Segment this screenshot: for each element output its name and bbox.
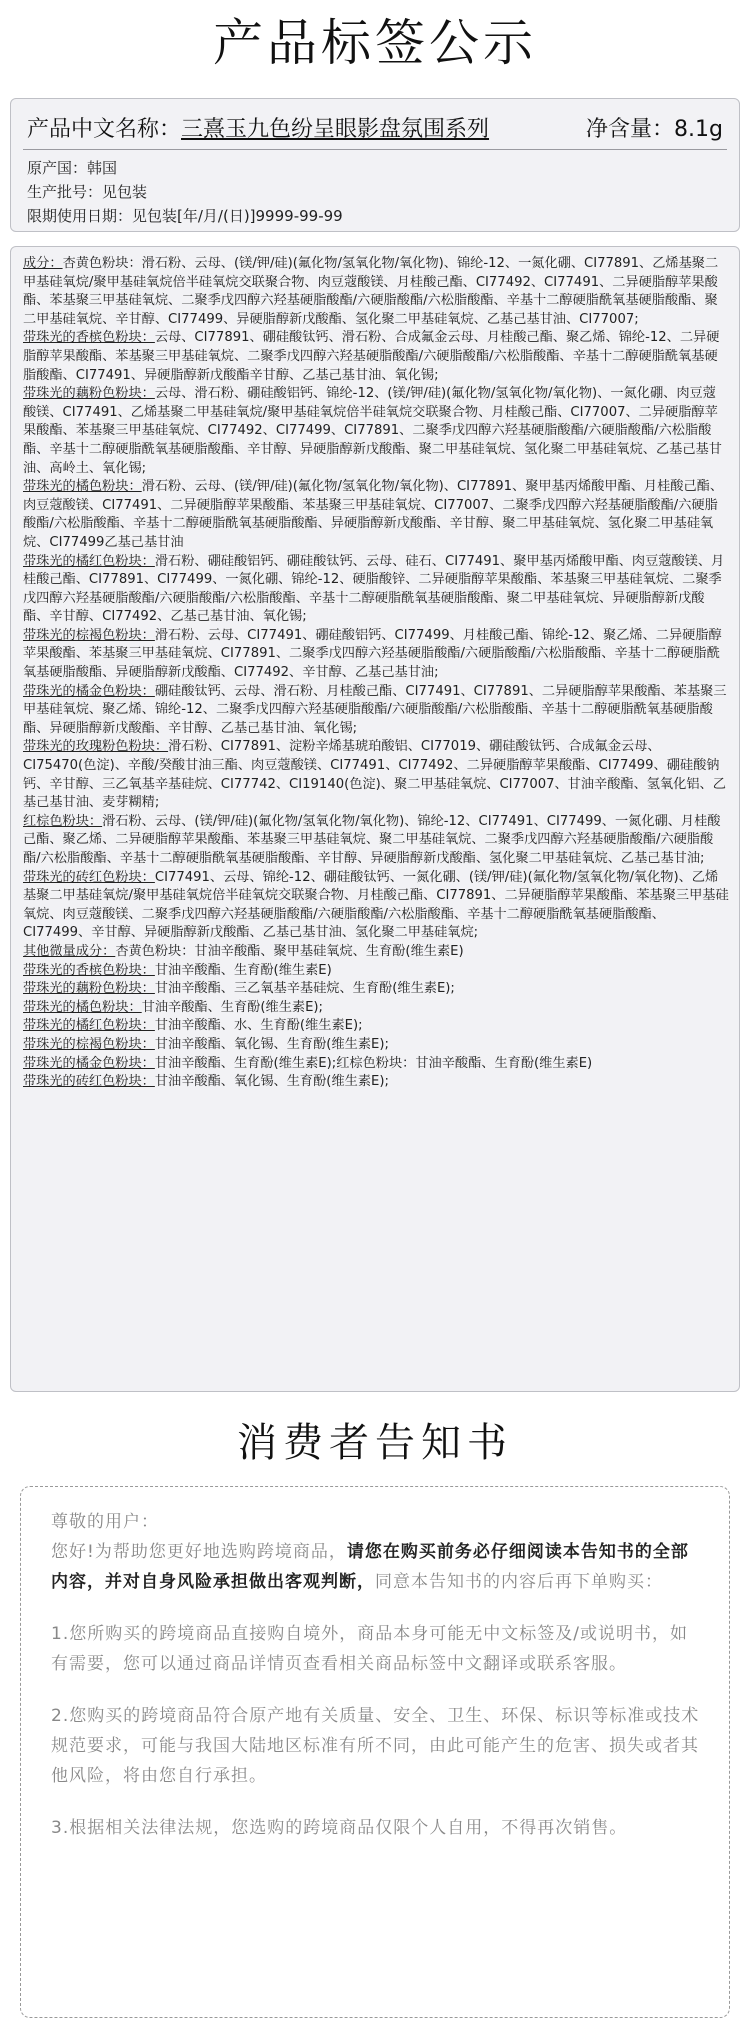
product-name: [27, 112, 489, 143]
ingredient-group-text: 滑石粉、硼硅酸铝钙、硼硅酸钛钙、云母、硅石、CI77491、聚甲基丙烯酸甲酯、肉豆蔻酸镁、月桂酸己酯、CI77891、CI77499、一氮化硼、锦纶-12、硬脂酸锌、二异硬脂醇苹果酸酯、苯基聚三甲基硅氧烷、二聚季戊四醇六羟基硬脂酸酯/六硬脂酸酯/六松脂酸酯、辛基十二醇硬脂酰氧基硬脂酸酯、聚二甲基硅氧烷、异硬脂醇新戊酸酯、辛甘醇、CI77492、乙基己基甘油、氧化锡;: [23, 553, 725, 625]
product-name-value: 三熹玉九色纷呈眼影盘氛围系列: [181, 117, 490, 142]
ingredient-group-label: 带珠光的橘金色粉块：: [23, 683, 155, 699]
ingredient-group: [23, 478, 729, 552]
ingredient-group: [23, 999, 729, 1018]
notice-intro-pre: 您好!为帮助您更好地选购跨境商品，: [51, 1542, 347, 1562]
ingredient-group: [23, 1017, 729, 1036]
ingredient-group-label: 带珠光的橘色粉块：: [23, 999, 142, 1015]
ingredient-group-label: 带珠光的砖红色粉块：: [23, 1074, 155, 1090]
origin-country: 原产国：韩国: [27, 159, 118, 177]
notice-intro-bold: 请您在购买前务必仔细阅读本告知书的全部内容，并对自身风险承担做出客观判断，: [51, 1542, 689, 1592]
notice-greeting: 尊敬的用户：: [51, 1512, 159, 1532]
product-info-box: [10, 98, 740, 232]
ingredient-group-text: 甘油辛酸酯、三乙氧基辛基硅烷、生育酚(维生素E);: [154, 981, 455, 997]
ingredient-group-label: 带珠光的砖红色粉块：: [23, 869, 155, 885]
notice-item-2: 2.您购买的跨境商品符合原产地有关质量、安全、卫生、环保、标识等标准或技术规范要求，可能与我国大陆地区标准有所不同，由此可能产生的危害、损失或者其他风险，将由您自行承担。: [51, 1706, 700, 1786]
ingredient-group-label: 带珠光的藕粉色粉块：: [23, 981, 155, 997]
ingredient-group: [23, 980, 729, 999]
ingredient-group-text: 甘油辛酸酯、生育酚(维生素E);红棕色粉块：甘油辛酸酯、生育酚(维生素E): [154, 1055, 593, 1071]
ingredient-group: [23, 683, 729, 739]
ingredient-group-text: 甘油辛酸酯、氧化锡、生育酚(维生素E);: [154, 1036, 389, 1052]
ingredient-group-label: 带珠光的玫瑰粉色粉块：: [23, 739, 169, 755]
ingredient-group: [23, 1073, 729, 1092]
ingredient-group-text: 甘油辛酸酯、水、生育酚(维生素E);: [154, 1018, 363, 1034]
ingredient-group: [23, 738, 729, 812]
consumer-notice-box: [20, 1486, 730, 2018]
notice-intro-post: 同意本告知书的内容后再下单购买：: [375, 1572, 663, 1592]
ingredient-group: [23, 813, 729, 869]
ingredient-group-text: 杏黄色粉块：甘油辛酸酯、聚甲基硅氧烷、生育酚(维生素E): [115, 943, 464, 959]
page-title: 产品标签公示: [213, 14, 537, 72]
ingredient-group-text: 云母、CI77891、硼硅酸钛钙、滑石粉、合成氟金云母、月桂酸己酯、聚乙烯、锦纶-12、二异硬脂醇苹果酸酯、苯基聚三甲基硅氧烷、二聚季戊四醇六羟基硬脂酸酯/六硬脂酸酯/六松脂酸酯、辛基十二醇硬脂酰氧基硬脂酸酯、CI77491、异硬脂醇新戊酸酯辛甘醇、乙基己基甘油、氧化锡;: [23, 330, 720, 383]
ingredient-group-text: CI77491、云母、锦纶-12、硼硅酸钛钙、一氮化硼、(镁/钾/硅)(氟化物/氢氧化物/氧化物)、乙烯基聚二甲基硅氧烷/聚甲基硅氧烷倍半硅氧烷交联聚合物、月桂酸己酯、CI77891、二异硬脂醇苹果酸酯、苯基聚三甲基硅氧烷、肉豆蔻酸镁、二聚季戊四醇六羟基硬脂酸酯/六硬脂酸酯/六松脂酸酯、辛基十二醇硬脂酰氧基硬脂酸酯、CI77499、辛甘醇、异硬脂醇新戊酸酯、乙基己基甘油、氢化聚二甲基硅氧烷;: [23, 869, 729, 941]
notice-item-1: 1.您所购买的跨境商品直接购自境外，商品本身可能无中文标签及/或说明书，如有需要，您可以通过商品详情页查看相关商品标签中文翻译或联系客服。: [51, 1624, 688, 1674]
ingredient-group: [23, 962, 729, 981]
ingredient-group-label: 带珠光的棕褐色粉块：: [23, 1036, 155, 1052]
ingredient-group-label: 带珠光的棕褐色粉块：: [23, 627, 155, 643]
ingredient-group: [23, 627, 729, 683]
ingredient-group: [23, 329, 729, 385]
ingredient-group-label: 带珠光的香槟色粉块：: [23, 962, 155, 978]
ingredient-group-label: 带珠光的橘红色粉块：: [23, 553, 155, 569]
ingredients-box: [10, 246, 740, 1392]
batch-number: 生产批号：见包装: [27, 183, 148, 201]
ingredient-group-text: 滑石粉、CI77891、淀粉辛烯基琥珀酸铝、CI77019、硼硅酸钛钙、合成氟金云母、CI75470(色淀)、辛酸/癸酸甘油三酯、肉豆蔻酸镁、CI77491、CI77492、二异硬脂醇苹果酸酯、CI77499、硼硅酸钠钙、辛甘醇、三乙氧基辛基硅烷、CI77742、CI19140(色淀)、聚二甲基硅氧烷、CI77007、甘油辛酸酯、氢氧化铝、乙基己基甘油、麦芽糊精;: [23, 739, 726, 811]
ingredient-group: [23, 869, 729, 943]
ingredient-group: [23, 255, 729, 329]
ingredient-group-text: 杏黄色粉块：滑石粉、云母、(镁/钾/硅)(氟化物/氢氧化物/氧化物)、锦纶-12、一氮化硼、CI77891、乙烯基聚二甲基硅氧烷/聚甲基硅氧烷倍半硅氧烷交联聚合物、肉豆蔻酸镁、月桂酸己酯、CI77492、CI77491、二异硬脂醇苹果酸酯、苯基聚三甲基硅氧烷、二聚季戊四醇六羟基硬脂酸酯/六硬脂酸酯/六松脂酸酯、辛基十二醇硬脂酰氧基硬脂酸酯、聚二甲基硅氧烷、辛甘醇、CI77499、异硬脂醇新戊酸酯、氢化聚二甲基硅氧烷、乙基己基甘油、CI77007;: [23, 256, 719, 327]
ingredient-group-label: 带珠光的橘金色粉块：: [23, 1055, 155, 1071]
ingredient-group-text: 滑石粉、云母、(镁/钾/硅)(氟化物/氢氧化物/氧化物)、CI77891、聚甲基丙烯酸甲酯、月桂酸己酯、肉豆蔻酸镁、CI77491、二异硬脂醇苹果酸酯、苯基聚三甲基硅氧烷、CI77007、二聚季戊四醇六羟基硬脂酸酯/六硬脂酸酯/六松脂酸酯、辛基十二醇硬脂酰氧基硬脂酸酯、异硬脂醇新戊酸酯、辛甘醇、聚二甲基硅氧烷、氢化聚二甲基硅氧烷、CI77499乙基己基甘油: [23, 479, 724, 550]
ingredient-group-text: 甘油辛酸酯、生育酚(维生素E);: [141, 999, 324, 1015]
product-name-label: 产品中文名称：: [27, 117, 182, 142]
expiry-date: 限期使用日期：见包装[年/月/(日)]9999-99-99: [27, 207, 343, 225]
ingredient-group: [23, 1055, 729, 1074]
ingredient-group-text: 滑石粉、云母、CI77491、硼硅酸铝钙、CI77499、月桂酸己酯、锦纶-12、聚乙烯、二异硬脂醇苹果酸酯、苯基聚三甲基硅氧烷、CI77891、二聚季戊四醇六羟基硬脂酸酯/六硬脂酸酯/六松脂酸酯、辛基十二醇硬脂酰氧基硬脂酸酯、异硬脂醇新戊酸酯、CI77492、辛甘醇、乙基己基甘油;: [23, 627, 722, 681]
ingredient-group: [23, 385, 729, 478]
ingredient-group-text: 甘油辛酸酯、生育酚(维生素E): [154, 962, 332, 978]
ingredient-group-text: 滑石粉、云母、(镁/钾/硅)(氟化物/氢氧化物/氧化物)、锦纶-12、CI77491、CI77499、一氮化硼、月桂酸己酯、聚乙烯、二异硬脂醇苹果酸酯、苯基聚三甲基硅氧烷、聚二甲基硅氧烷、二聚季戊四醇六羟基硬脂酸酯/六硬脂酸酯/六松脂酸酯、辛基十二醇硬脂酰氧基硬脂酸酯、辛甘醇、异硬脂醇新戊酸酯、氢化聚二甲基硅氧烷、乙基己基甘油;: [23, 813, 721, 866]
net-content: [586, 112, 723, 143]
ingredient-group-text: 硼硅酸钛钙、云母、滑石粉、月桂酸己酯、CI77491、CI77891、二异硬脂醇苹果酸酯、苯基聚三甲基硅氧烷、聚乙烯、锦纶-12、二聚季戊四醇六羟基硬脂酸酯/六硬脂酸酯/六松脂酸酯、辛基十二醇硬脂酰氧基硬脂酸酯、异硬脂醇新戊酸酯、辛甘醇、乙基己基甘油、氧化锡;: [23, 683, 727, 736]
ingredient-group-label: 带珠光的橘红色粉块：: [23, 1018, 155, 1034]
ingredient-group-label: 带珠光的藕粉色粉块：: [23, 386, 155, 402]
consumer-notice-title: 消费者告知书: [237, 1420, 513, 1466]
ingredient-group-label: 带珠光的橘色粉块：: [23, 479, 142, 495]
net-content-value: 8.1g: [674, 117, 723, 142]
notice-item-3: 3.根据相关法律法规，您选购的跨境商品仅限个人自用，不得再次销售。: [51, 1818, 628, 1838]
ingredient-group-text: 云母、滑石粉、硼硅酸铝钙、锦纶-12、(镁/钾/硅)(氟化物/氢氧化物/氧化物)、一氮化硼、肉豆蔻酸镁、CI77491、乙烯基聚二甲基硅氧烷/聚甲基硅氧烷倍半硅氧烷交联聚合物、月桂酸己酯、CI77007、二异硬脂醇苹果酸酯、苯基聚三甲基硅氧烷、CI77492、CI77499、CI77891、二聚季戊四醇六羟基硬脂酸酯/六硬脂酸酯/六松脂酸酯、辛基十二醇硬脂酰氧基硬脂酸酯、辛甘醇、异硬脂醇新戊酸酯、聚二甲基硅氧烷、氢化聚二甲基硅氧烷、乙基己基甘油、高岭土、氧化锡;: [23, 386, 722, 476]
net-content-label: 净含量：: [586, 117, 675, 142]
ingredient-group-label: 其他微量成分：: [23, 943, 116, 959]
ingredient-group: [23, 1036, 729, 1055]
ingredient-group-label: 带珠光的香槟色粉块：: [23, 330, 155, 346]
ingredient-group: [23, 943, 729, 962]
ingredient-group: [23, 553, 729, 627]
ingredient-group-label: 红棕色粉块：: [23, 813, 103, 829]
notice-intro: [51, 1537, 701, 1597]
ingredient-group-text: 甘油辛酸酯、氧化锡、生育酚(维生素E);: [154, 1074, 389, 1090]
product-name-row: [23, 109, 727, 150]
ingredient-group-label: 成分：: [23, 256, 63, 271]
product-info-rows: [23, 150, 727, 228]
